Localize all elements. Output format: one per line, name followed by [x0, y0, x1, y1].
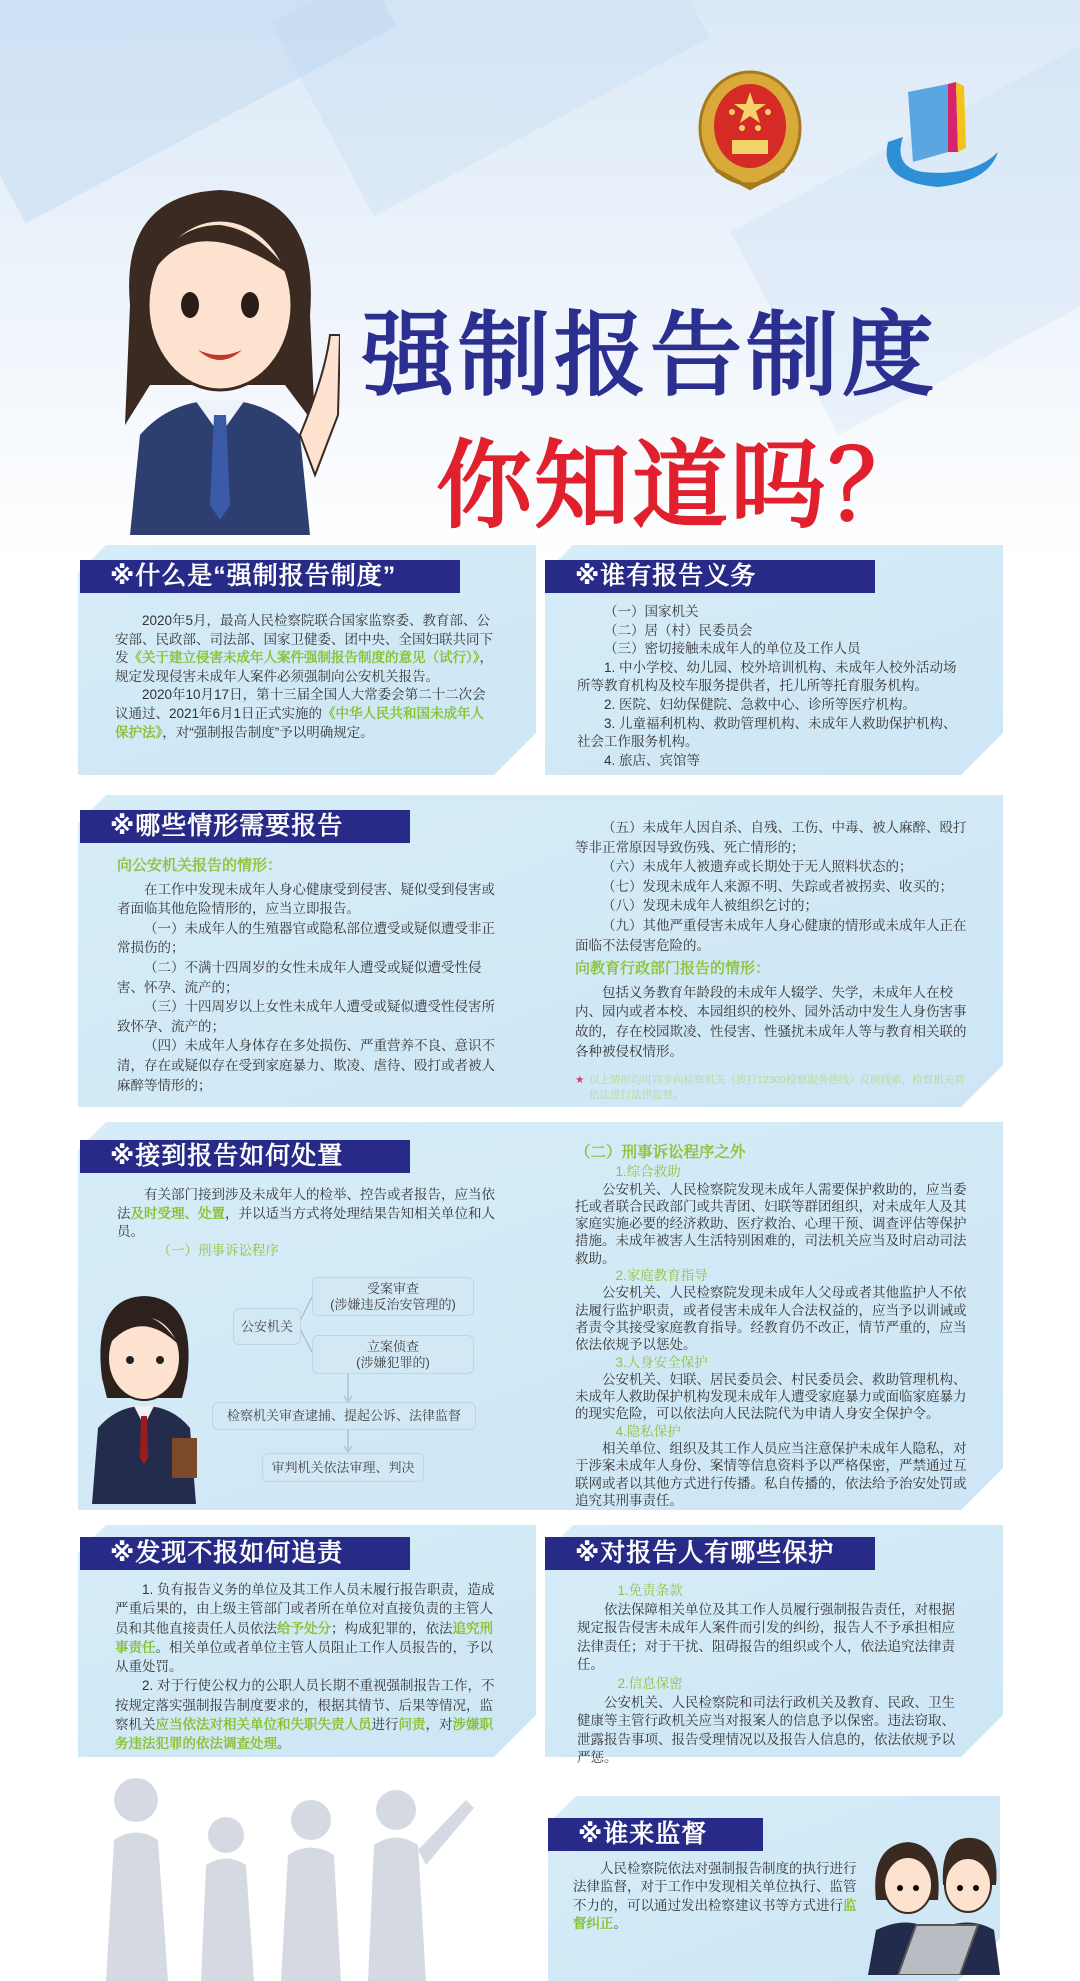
- text: 。相关单位或者单位主管人员阻止工作人员报告的，予以从重处罚。: [115, 1639, 493, 1675]
- paragraph: [575, 1440, 967, 1509]
- paragraph: [575, 877, 970, 897]
- text: 1. 负有报告义务的单位及其工作人员未履行报告职责，造成严重后果的，由上级主管部门或者所在单位对直接负责的主管人员和其他直接责任人员依法: [115, 1582, 495, 1636]
- poster-subtitle: 你知道吗？: [436, 433, 926, 540]
- text: ，规定发现侵害未成年人案件必须强制向公安机关报告。: [115, 650, 493, 684]
- paragraph: [115, 1676, 497, 1753]
- flow-case-review: [312, 1277, 474, 1316]
- paragraph: [115, 1580, 497, 1676]
- subheading: [577, 1675, 967, 1694]
- text: 2020年10月17日，第十三届全国人大常委会第二十二次会议通过、2021年6月1日正式实施的: [115, 687, 486, 721]
- flow-investigation: [312, 1335, 474, 1374]
- two-prosecutors-laptop-illustration: [868, 1830, 1000, 1975]
- highlighted-text: 应当依法对相关单位和失职失责人员: [155, 1717, 372, 1733]
- prosecutor-girl-illustration: [110, 175, 340, 535]
- text: （一）刑事诉讼程序: [157, 1242, 279, 1258]
- procuratorate-emblem: [696, 70, 804, 192]
- text: 进行: [371, 1717, 399, 1733]
- section-supervision-header: ※谁来监督: [548, 1818, 763, 1851]
- highlighted-text: 及时受理、处置: [130, 1205, 225, 1221]
- text: ，对“强制报告制度”予以明确规定。: [162, 724, 374, 740]
- section-liability-header: ※发现不报如何追责: [80, 1537, 410, 1570]
- subheading: [117, 856, 497, 876]
- text: ，并以适当方式将处理结果告知相关单位和人员。: [117, 1205, 495, 1240]
- text: 公安机关、人民检察院发现未成年人父母或者其他监护人不依法履行监护职责，或者侵害未成年人合法权益的，应当予以训诫或者责令其接受家庭教育指导。经教育仍不改正，情节严重的，应当依法依规予以惩处。: [575, 1285, 967, 1353]
- paragraph: [575, 916, 970, 955]
- flow-case-review-label: 受案审查: [366, 1280, 419, 1296]
- subheading: [575, 1267, 967, 1284]
- poster-title: 强制报告制度: [362, 305, 939, 407]
- text: （五）未成年人因自杀、自残、工伤、中毒、被人麻醉、殴打等非正常原因导致伤残、死亡情形的；: [575, 820, 967, 855]
- highlighted-text: 《关于建立侵害未成年人案件强制报告制度的意见（试行）》: [128, 650, 480, 666]
- flow-court: [262, 1453, 424, 1482]
- paragraph: [117, 1036, 497, 1095]
- text: 向教育行政部门报告的情形：: [575, 960, 771, 978]
- text: 包括义务教育年龄段的未成年人辍学、失学，未成年人在校内、园内或者本校、本园组织的校外、园外活动中发生人身伤害事故的，存在校园欺凌、性侵害、性骚扰未成年人等与教育相关联的各种被侵权情形。: [575, 984, 967, 1059]
- text: 人民检察院依法对强制报告制度的执行进行法律监督，对于工作中发现相关单位执行、监管不力的，可以通过发出检察建议书等方式进行: [573, 1861, 857, 1913]
- paragraph: [577, 659, 969, 696]
- text: 1. 中小学校、幼儿园、校外培训机构、未成年人校外活动场所等教育机构及校车服务提供者，托儿所等托育服务机构。: [577, 659, 957, 694]
- paragraph: [117, 958, 497, 997]
- text: 2020年5月，最高人民检察院联合国家监察委、教育部、公安部、民政部、司法部、国家卫健委、团中央、全国妇联共同下发: [115, 613, 493, 666]
- paragraph: [575, 983, 970, 1061]
- text: （三）十四周岁以上女性未成年人遭受或疑似遭受性侵害所致怀孕、流产的；: [117, 999, 495, 1034]
- text: 2.信息保密: [617, 1675, 683, 1691]
- highlighted-text: 监督纠正: [573, 1897, 857, 1932]
- text: 。: [613, 1916, 627, 1932]
- text: 2. 医院、妇幼保健院、急救中心、诊所等医疗机构。: [604, 696, 917, 712]
- thinking-prosecutor-illustration: [82, 1288, 207, 1504]
- section-situations-right: [575, 818, 970, 1103]
- paragraph: [575, 857, 970, 877]
- flow-investigation-label: 立案侦查: [366, 1338, 419, 1354]
- paragraph: [577, 603, 969, 622]
- flow-investigation-note: (涉嫌犯罪的): [356, 1354, 430, 1370]
- text: 3. 儿童福利机构、救助管理机构、未成年人救助保护机构、社会工作服务机构。: [577, 715, 957, 750]
- section-protection-header: ※对报告人有哪些保护: [545, 1537, 875, 1570]
- text: 依法保障相关单位及其工作人员履行强制报告责任，对根据规定报告侵害未成年人案件而引发的纠纷，报告人不予承担相应法律责任；对于干扰、阻碍报告的组织或个人，依法追究法律责任。: [577, 1601, 955, 1673]
- text: 1.免责条款: [617, 1583, 683, 1598]
- text: 4.隐私保护: [615, 1423, 681, 1439]
- paragraph: [577, 1694, 967, 1768]
- paragraph: [117, 880, 497, 919]
- paragraph: [577, 640, 969, 659]
- paragraph: [117, 997, 497, 1036]
- text: 公安机关、人民检察院和司法行政机关及教育、民政、卫生健康等主管行政机关应当对报案人的信息予以保密。违法窃取、泄露报告事项、报告受理情况以及报告人信息的，依法依规予以严惩。: [577, 1694, 955, 1766]
- paragraph: [575, 818, 970, 857]
- footnote: [575, 1073, 970, 1103]
- text: （七）发现未成年人来源不明、失踪或者被拐卖、收买的；: [602, 878, 953, 894]
- paragraph: [573, 1860, 863, 1934]
- text: 公安机关、妇联、居民委员会、村民委员会、救助管理机构、未成年人救助保护机构发现未成年人遭受家庭暴力或面临家庭暴力的现实危险，可以依法向人民法院代为申请人身安全保护令。: [575, 1371, 967, 1422]
- flow-court-label: 审判机关依法审理、判决: [271, 1459, 415, 1475]
- subheading: [575, 1423, 967, 1440]
- subheading: [575, 959, 970, 979]
- paragraph: [575, 1181, 967, 1267]
- paragraph: [577, 622, 969, 641]
- flow-police-label: 公安机关: [240, 1318, 293, 1334]
- text: （二）刑事诉讼程序之外: [575, 1144, 746, 1161]
- paragraph: [577, 1601, 967, 1675]
- highlighted-text: 《中华人民共和国未成年人保护法》: [115, 705, 485, 740]
- subheading: [575, 1144, 967, 1161]
- flow-case-review-note: (涉嫌违反治安管理的): [330, 1296, 456, 1312]
- text: 有关部门接到涉及未成年人的检举、控告或者报告，应当依法: [117, 1187, 495, 1221]
- section-supervision-body: [573, 1860, 863, 1934]
- section-situations-header: ※哪些情形需要报告: [80, 810, 410, 843]
- text: 以上情形均可同步向检察机关（拨打12309检察服务热线）反映线索，检察机关将依法进行法律监督。: [589, 1074, 965, 1102]
- text: ，对: [425, 1717, 453, 1733]
- text: 3.人身安全保护: [615, 1354, 708, 1370]
- section-protection-body: [577, 1582, 967, 1768]
- text: （一）未成年人的生殖器官或隐私部位遭受或疑似遭受非正常损伤的；: [117, 920, 495, 956]
- text: 向公安机关报告的情形：: [117, 857, 283, 874]
- highlighted-text: 追究刑事责任: [115, 1620, 493, 1655]
- flow-procuratorate: [212, 1402, 476, 1430]
- section-situations-left: [117, 852, 497, 1095]
- highlighted-text: 问责: [398, 1717, 426, 1733]
- paragraph: [115, 612, 497, 686]
- subheading: [575, 1354, 967, 1371]
- section-who-header: ※谁有报告义务: [545, 560, 875, 593]
- paragraph: [577, 715, 969, 752]
- text: 2. 对于行使公权力的公职人员长期不重视强制报告工作，不按规定落实强制报告制度要求的，根据其情节、后果等情况，监察机关: [115, 1678, 495, 1733]
- section-handling-header: ※接到报告如何处置: [80, 1140, 410, 1173]
- text: （八）发现未成年人被组织乞讨的；: [602, 898, 818, 914]
- children-silhouettes: [76, 1760, 486, 1981]
- text: 在工作中发现未成年人身心健康受到侵害、疑似受到侵害或者面临其他危险情形的，应当立即报告。: [117, 881, 495, 917]
- paragraph: [575, 1371, 967, 1423]
- paragraph: [117, 919, 497, 958]
- flow-police: [233, 1308, 301, 1345]
- subheading: [575, 1163, 967, 1180]
- section-what-header: ※什么是“强制报告制度”: [80, 560, 460, 593]
- paragraph: [575, 896, 970, 916]
- text: 。: [277, 1736, 291, 1752]
- subheading: [577, 1582, 967, 1601]
- text: （二）居（村）民委员会: [604, 622, 753, 638]
- paragraph: [117, 1186, 497, 1242]
- paragraph: [577, 752, 969, 771]
- text: （九）其他严重侵害未成年人身心健康的情形或未成年人正在面临不法侵害危险的。: [575, 917, 967, 953]
- paragraph: [115, 686, 497, 742]
- text: （一）国家机关: [604, 604, 699, 619]
- text: （三）密切接触未成年人的单位及工作人员: [604, 641, 861, 657]
- text: 1.综合救助: [615, 1164, 681, 1180]
- text: 相关单位、组织及其工作人员应当注意保护未成年人隐私，对于涉案未成年人身份、案情等信息资料予以严格保密，严禁通过互联网或者以其他方式进行传播。私自传播的，依法给予治安处罚或追究其刑事责任。: [575, 1441, 967, 1508]
- paragraph: [575, 1284, 967, 1353]
- text: （二）不满十四周岁的女性未成年人遭受或疑似遭受性侵害、怀孕、流产的；: [117, 959, 482, 995]
- highlighted-text: 给予处分: [277, 1620, 331, 1636]
- procuratorate-logo: [878, 82, 1000, 192]
- text: 2.家庭教育指导: [615, 1268, 708, 1284]
- section-liability-body: [115, 1580, 497, 1754]
- text: （六）未成年人被遗弃或长期处于无人照料状态的；: [602, 859, 913, 875]
- text: （四）未成年人身体存在多处损伤、严重营养不良、意识不清，存在或疑似存在受到家庭暴力、欺凌、虐待、殴打或者被人麻醉等情形的；: [117, 1038, 495, 1093]
- highlighted-text: 涉嫌职务违法犯罪的依法调查处理: [115, 1717, 493, 1752]
- text: 公安机关、人民检察院发现未成年人需要保护救助的，应当委托或者联合民政部门或共青团、妇联等群团组织，对未成年人及其家庭实施必要的经济救助、医疗救治、心理干预、调查评估等保护措施。未成年被害人生活特别困难的，司法机关应当及时启动司法救助。: [575, 1181, 967, 1266]
- section-handling-right: [575, 1144, 967, 1509]
- section-what-body: [115, 612, 497, 742]
- section-who-body: [577, 603, 969, 770]
- paragraph: [577, 696, 969, 715]
- text: 4. 旅店、宾馆等: [604, 752, 701, 768]
- text: ；构成犯罪的，依法: [331, 1620, 453, 1636]
- flow-procuratorate-label: 检察机关审查逮捕、提起公诉、法律监督: [226, 1408, 461, 1423]
